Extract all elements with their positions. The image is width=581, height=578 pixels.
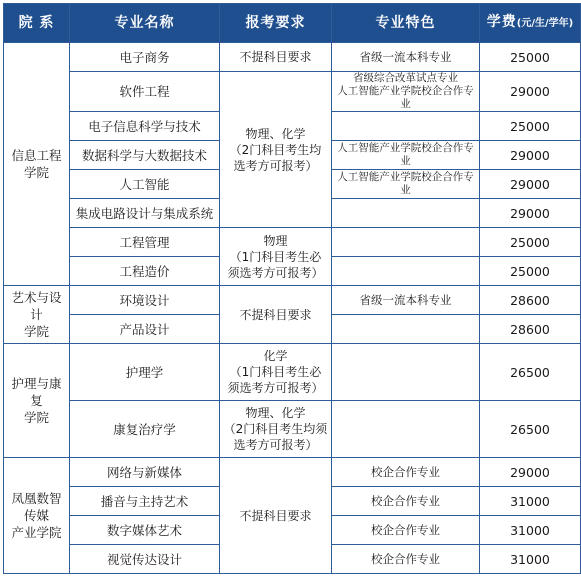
major-cell: 环境设计 <box>70 286 220 315</box>
fee-cell: 31000 <box>480 516 581 545</box>
feature-cell <box>332 199 480 228</box>
feature-cell: 人工智能产业学院校企合作专业 <box>332 170 480 199</box>
major-cell: 护理学 <box>70 344 220 401</box>
college-media: 凤凰数智 传媒 产业学院 <box>4 458 70 574</box>
fee-cell: 31000 <box>480 487 581 516</box>
fee-cell: 26500 <box>480 344 581 401</box>
major-cell: 康复治疗学 <box>70 401 220 458</box>
major-cell: 人工智能 <box>70 170 220 199</box>
college-nursing: 护理与康复 学院 <box>4 344 70 458</box>
tuition-table <box>3 3 581 574</box>
feature-cell <box>332 112 480 141</box>
major-cell: 视觉传达设计 <box>70 545 220 574</box>
feature-cell: 省级综合改革试点专业 人工智能产业学院校企合作专业 <box>332 72 480 112</box>
fee-cell: 25000 <box>480 257 581 286</box>
major-cell: 数字媒体艺术 <box>70 516 220 545</box>
feature-cell <box>332 257 480 286</box>
requirement-cell: 不提科目要求 <box>220 286 332 344</box>
fee-unit: (元/生/学年) <box>516 18 574 29</box>
fee-cell: 29000 <box>480 458 581 487</box>
table-row <box>4 458 581 487</box>
feature-cell: 校企合作专业 <box>332 545 480 574</box>
fee-cell: 25000 <box>480 43 581 72</box>
requirement-cell: 化学 （1门科目考生必 须选考方可报考） <box>220 344 332 401</box>
major-cell: 集成电路设计与集成系统 <box>70 199 220 228</box>
table-row <box>4 344 581 401</box>
table-row <box>4 401 581 458</box>
fee-cell: 25000 <box>480 228 581 257</box>
major-cell: 电子信息科学与技术 <box>70 112 220 141</box>
feature-cell <box>332 344 480 401</box>
fee-cell: 29000 <box>480 72 581 112</box>
major-cell: 网络与新媒体 <box>70 458 220 487</box>
fee-cell: 31000 <box>480 545 581 574</box>
college-info: 信息工程 学院 <box>4 43 70 286</box>
feature-cell: 校企合作专业 <box>332 458 480 487</box>
major-cell: 产品设计 <box>70 315 220 344</box>
major-cell: 播音与主持艺术 <box>70 487 220 516</box>
feature-cell: 校企合作专业 <box>332 516 480 545</box>
header-requirement: 报考要求 <box>220 4 332 43</box>
fee-cell: 25000 <box>480 112 581 141</box>
requirement-cell: 不提科目要求 <box>220 43 332 72</box>
requirement-cell: 物理 （1门科目考生必 须选考方可报考） <box>220 228 332 286</box>
fee-label: 学费 <box>486 14 517 30</box>
header-fee <box>480 4 581 43</box>
table-row <box>4 72 581 112</box>
major-cell: 数据科学与大数据技术 <box>70 141 220 170</box>
requirement-cell: 物理、化学 （2门科目考生均须 选考方可报考） <box>220 401 332 458</box>
feature-cell <box>332 315 480 344</box>
requirement-cell: 不提科目要求 <box>220 458 332 574</box>
fee-cell: 28600 <box>480 315 581 344</box>
college-art: 艺术与设计 学院 <box>4 286 70 344</box>
feature-cell: 人工智能产业学院校企合作专业 <box>332 141 480 170</box>
fee-cell: 29000 <box>480 170 581 199</box>
feature-cell <box>332 401 480 458</box>
header-feature: 专业特色 <box>332 4 480 43</box>
fee-cell: 28600 <box>480 286 581 315</box>
header-row <box>4 4 581 43</box>
feature-cell: 省级一流本科专业 <box>332 286 480 315</box>
table-row <box>4 228 581 257</box>
requirement-cell: 物理、化学 （2门科目考生均 选考方可报考） <box>220 72 332 228</box>
table-row <box>4 43 581 72</box>
major-cell: 工程造价 <box>70 257 220 286</box>
major-cell: 电子商务 <box>70 43 220 72</box>
feature-cell: 省级一流本科专业 <box>332 43 480 72</box>
major-cell: 工程管理 <box>70 228 220 257</box>
fee-cell: 29000 <box>480 141 581 170</box>
feature-cell <box>332 228 480 257</box>
fee-cell: 29000 <box>480 199 581 228</box>
feature-cell: 校企合作专业 <box>332 487 480 516</box>
fee-cell: 26500 <box>480 401 581 458</box>
table-row <box>4 286 581 315</box>
header-major: 专业名称 <box>70 4 220 43</box>
major-cell: 软件工程 <box>70 72 220 112</box>
header-college: 院 系 <box>4 4 70 43</box>
